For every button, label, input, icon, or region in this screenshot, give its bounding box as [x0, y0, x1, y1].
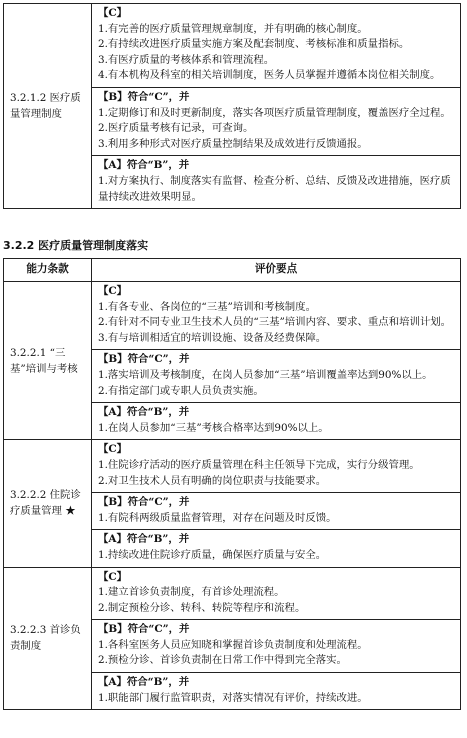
- grade-label: 【C】: [98, 7, 128, 19]
- criterion-line: 1.职能部门履行监管职责，对落实情况有评价，持续改进。: [98, 691, 368, 704]
- grade-a: [92, 530, 461, 567]
- grade-b: [92, 87, 461, 155]
- criterion-line: 2.有针对不同专业卫生技术人员的“三基”培训内容、要求、重点和培训计划。: [98, 316, 452, 329]
- criterion-line: 1.建立首诊负责制度，有首诊处理流程。: [98, 586, 285, 599]
- criterion-line: 1.各科室医务人员应知晓和掌握首诊负责制度和处理流程。: [98, 638, 368, 651]
- grade-a: [92, 673, 461, 710]
- criterion-line: 1.落实培训及考核制度，在岗人员参加“三基”培训覆盖率达到90%以上。: [98, 368, 433, 381]
- criterion-line: 2.医疗质量考核有记录，可查询。: [98, 122, 254, 135]
- criterion-line: 1.有各专业、各岗位的“三基”培训和考核制度。: [98, 300, 316, 313]
- criterion-line: 2.制定预检分诊、转科、转院等程序和流程。: [98, 601, 306, 614]
- criterion-line: 3.有与培训相适宜的培训设施、设备及经费保障。: [98, 331, 327, 344]
- item-cell: 3.2.2.1 “三基”培训与考核: [4, 282, 92, 440]
- grade-b: [92, 620, 461, 673]
- grade-c: [92, 567, 461, 620]
- grade-label: 【A】符合“B”，并: [98, 533, 190, 546]
- criterion-line: 1.在岗人员参加“三基”考核合格率达到90%以上。: [98, 421, 329, 434]
- criterion-line: 2.有指定部门或专职人员负责实施。: [98, 384, 264, 397]
- criterion-line: 1.有院科两级质量监督管理，对存在问题及时反馈。: [98, 511, 337, 524]
- grade-label: 【B】符合“C”，并: [98, 353, 190, 366]
- criterion-line: 1.定期修订和及时更新制度，落实各项医疗质量管理制度，覆盖医疗全过程。: [98, 106, 451, 119]
- grade-a: [92, 156, 461, 209]
- criterion-line: 3.有医疗质量的考核体系和管理流程。: [98, 53, 275, 66]
- criterion-line: 1.住院诊疗活动的医疗质量管理在科主任领导下完成，实行分级管理。: [98, 458, 420, 471]
- item-cell: 3.2.1.2 医疗质量管理制度: [4, 4, 92, 209]
- criterion-line: 2.对卫生技术人员有明确的岗位职责与技能要求。: [98, 474, 327, 487]
- criterion-line: 1.有完善的医疗质量管理规章制度，并有明确的核心制度。: [98, 22, 368, 35]
- item-cell: 3.2.2.3 首诊负责制度: [4, 567, 92, 710]
- grade-a: [92, 403, 461, 440]
- criterion-line: 1.对方案执行、制度落实有监督、检查分析、总结、反馈及改进措施，医疗质量持续改进效果明显。: [98, 174, 451, 203]
- criterion-line: 3.利用多种形式对医疗质量控制结果及成效进行反馈通报。: [98, 137, 368, 150]
- grade-c: [92, 440, 461, 493]
- standards-table-bottom: [3, 258, 461, 710]
- grade-label: 【A】符合“B”，并: [98, 406, 190, 419]
- criterion-line: 2.预检分诊、首诊负责制在日常工作中得到完全落实。: [98, 654, 347, 667]
- grade-c: [92, 282, 461, 350]
- criterion-line: 1.持续改进住院诊疗质量，确保医疗质量与安全。: [98, 548, 327, 561]
- grade-label: 【B】符合“C”，并: [98, 496, 190, 509]
- grade-b: [92, 493, 461, 530]
- grade-label: 【B】符合“C”，并: [98, 623, 190, 636]
- grade-label: 【C】: [98, 285, 128, 297]
- item-cell: 3.2.2.2 住院诊疗质量管理 ★: [4, 440, 92, 567]
- grade-label: 【A】符合“B”，并: [98, 676, 190, 689]
- grade-b: [92, 350, 461, 403]
- criterion-line: 4.有本机构及科室的相关培训制度，医务人员掌握并遵循本岗位相关制度。: [98, 69, 441, 82]
- grade-label: 【C】: [98, 443, 128, 456]
- grade-label: 【B】符合“C”，并: [98, 90, 190, 103]
- grade-label: 【A】符合“B”，并: [98, 159, 190, 172]
- header-evaluation: 评价要点: [92, 259, 461, 282]
- grade-label: 【C】: [98, 570, 128, 583]
- grade-c: [92, 4, 461, 88]
- section-title: 3.2.2 医疗质量管理制度落实: [3, 239, 149, 252]
- header-clause: 能力条款: [4, 259, 92, 282]
- criterion-line: 2.有持续改进医疗质量实施方案及配套制度、考核标准和质量指标。: [98, 38, 410, 51]
- standards-table-top: [3, 3, 461, 209]
